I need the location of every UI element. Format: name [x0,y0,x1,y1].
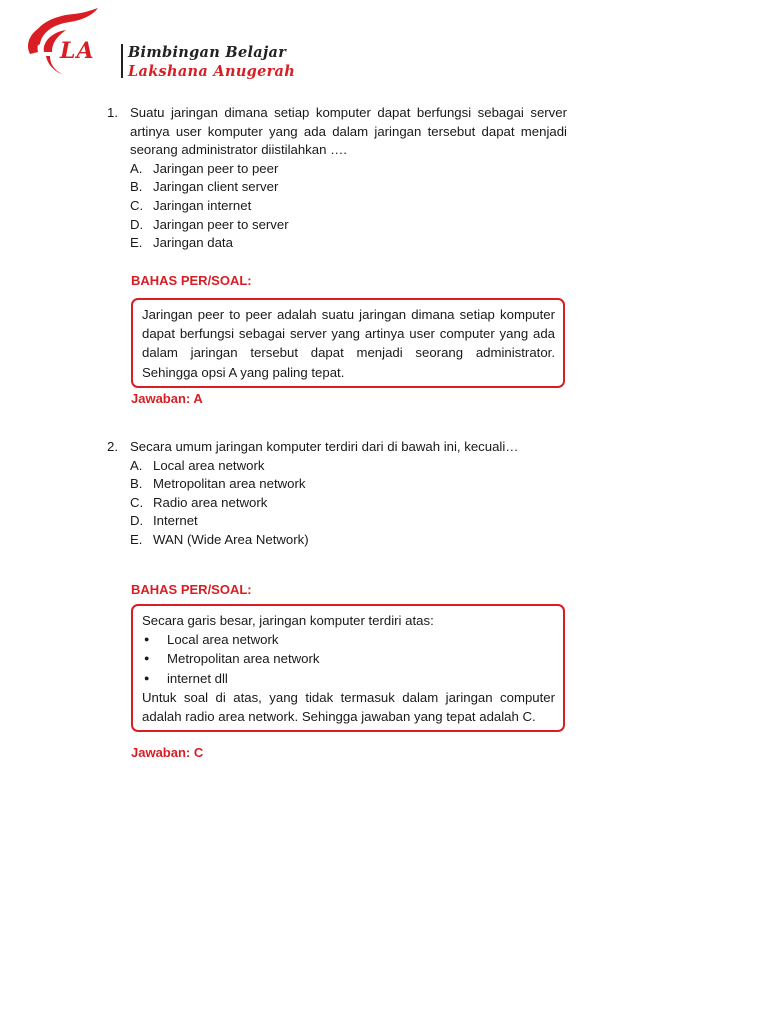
option-e [107,234,567,253]
option-text: Jaringan peer to peer [153,160,279,176]
bullet-text: Metropolitan area network [167,651,320,667]
bullet-text: internet dll [167,670,228,686]
question-number: 2. [107,439,118,454]
brand-logo [18,8,296,80]
option-text: Internet [153,513,198,529]
bullet-icon: ● [144,653,150,664]
bullet-item [142,630,555,649]
question-text: Suatu jaringan dimana setiap komputer dapat berfungsi sebagai server artinya user komputer yang ada dalam jaringan tersebut dapat menjadi seorang administrator diistilahkan …. [130,105,567,158]
answer-1: Jawaban: A [131,391,203,406]
bullet-item [142,649,555,668]
option-a [107,160,567,179]
explanation-box-2 [131,604,565,732]
option-text: Jaringan client server [153,179,279,195]
option-b [107,475,567,494]
question-text: Secara umum jaringan komputer terdiri dari di bawah ini, kecuali… [130,439,519,454]
option-letter: A. [130,457,143,473]
bullet-icon: ● [144,634,150,645]
option-e [107,531,567,550]
option-text: Metropolitan area network [153,476,306,492]
answer-2: Jawaban: C [131,745,204,760]
option-letter: E. [130,235,143,251]
question-2 [107,438,567,550]
option-letter: E. [130,531,143,547]
option-c [107,197,567,216]
option-letter: D. [130,216,144,232]
option-b [107,178,567,197]
option-letter: C. [130,494,144,510]
option-letter: D. [130,513,144,529]
logo-title-line2: Lakshana Anugerah [128,63,296,80]
option-letter: C. [130,197,144,213]
explanation-box-1 [131,298,565,388]
option-d [107,216,567,235]
option-text: Jaringan peer to server [153,216,289,232]
explanation-text: Jaringan peer to peer adalah suatu jaringan dimana setiap komputer dapat berfungsi sebagai server yang artinya user computer yang ada dalam jaringan tersebut dapat menjadi seorang administrator. Sehingga opsi A yang paling tepat. [142,307,555,380]
logo-letters: LA [60,38,95,64]
bullet-item [142,669,555,688]
option-letter: B. [130,476,143,492]
option-text: WAN (Wide Area Network) [153,531,309,547]
option-letter: A. [130,160,143,176]
question-1 [107,104,567,253]
logo-title-line1: Bimbingan Belajar [128,44,287,61]
option-text: Radio area network [153,494,268,510]
logo-divider [121,44,123,78]
explanation-outro: Untuk soal di atas, yang tidak termasuk dalam jaringan computer adalah radio area network. Sehingga jawaban yang tepat adalah C. [142,689,555,725]
bullet-icon: ● [144,672,150,683]
option-c [107,494,567,513]
option-text: Jaringan internet [153,197,252,213]
bahas-title-2: BAHAS PER/SOAL: [131,582,252,597]
option-a [107,457,567,476]
question-number: 1. [107,105,118,120]
explanation-intro: Secara garis besar, jaringan komputer terdiri atas: [142,613,434,628]
option-d [107,512,567,531]
bullet-text: Local area network [167,632,279,648]
option-text: Jaringan data [153,235,233,251]
option-text: Local area network [153,457,265,473]
bahas-title-1: BAHAS PER/SOAL: [131,273,252,288]
option-letter: B. [130,179,143,195]
